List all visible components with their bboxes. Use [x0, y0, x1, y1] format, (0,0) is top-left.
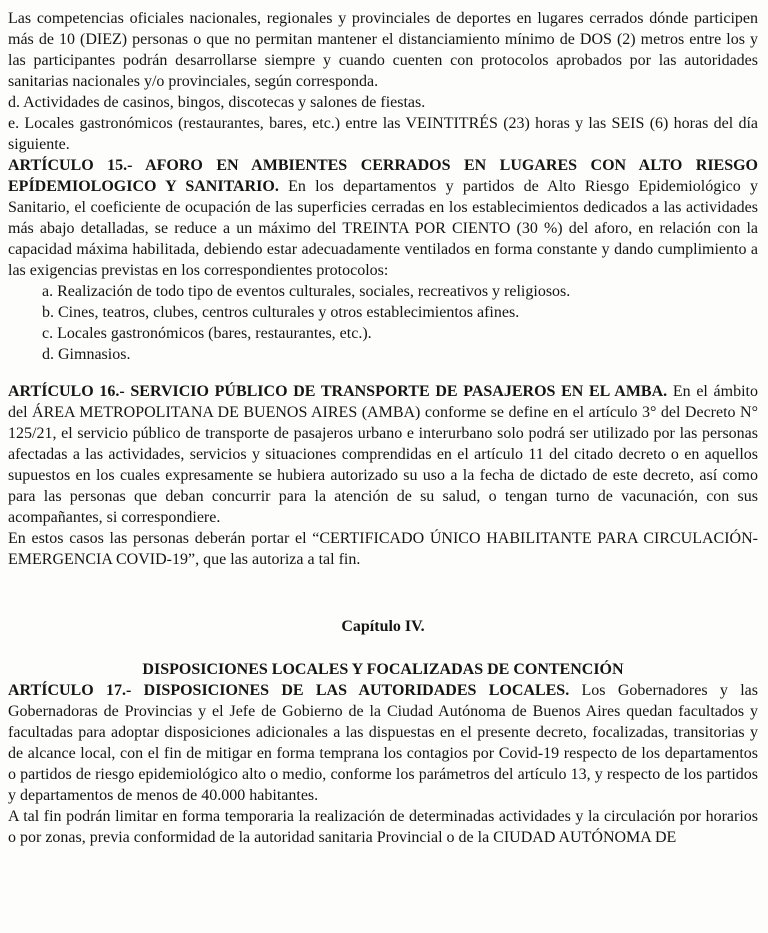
list-item-a-eventos: a. Realización de todo tipo de eventos culturales, sociales, recreativos y religiosos. [42, 283, 571, 300]
article-15-body: En los departamentos y partidos de Alto Riesgo Epidemiológico y Sanitario, el coeficiente de ocupación de las superficies cerradas en los establecimientos dedicados a las actividades más abajo detalladas, se reduce a un máximo del TREINTA POR CIENTO (30 %) del aforo, en relación con la capacidad máxima habilitada, debiendo estar adecuadamente ventilados en forma constante y dando cumplimiento a las exigencias previstas en los correspondientes protocolos: [8, 178, 758, 279]
list-item-c-locales: c. Locales gastronómicos (bares, restaurantes, etc.). [42, 325, 372, 342]
list-item-d-casinos: d. Actividades de casinos, bingos, discotecas y salones de fiestas. [8, 94, 426, 111]
chapter-heading: Capítulo IV. [341, 618, 425, 635]
chapter-subheading: DISPOSICIONES LOCALES Y FOCALIZADAS DE CONTENCIÓN [142, 661, 624, 678]
article-16-title: ARTÍCULO 16.- SERVICIO PÚBLICO DE TRANSPORTE DE PASAJEROS EN EL AMBA. [8, 383, 668, 400]
paragraph-competencias-deportivas: Las competencias oficiales nacionales, regionales y provinciales de deportes en lugares cerrados dónde participen más de 10 (DIEZ) personas o que no permitan mantener el distanciamiento mínimo de DOS (2) metros entre los y las participantes podrán desarrollarse siempre y cuando cuenten con protocolos aprobados por las autoridades sanitarias nacionales y/o provinciales, según corresponda. [8, 10, 758, 90]
article-15-title: ARTÍCULO 15.- AFORO EN AMBIENTES CERRADOS EN LUGARES CON ALTO RIESGO EPÍDEMIOLOGICO Y SANITARIO. [8, 157, 758, 195]
list-item-e-gastronomicos: e. Locales gastronómicos (restaurantes, bares, etc.) entre las VEINTITRÉS (23) horas y las SEIS (6) horas del día siguiente. [8, 115, 758, 153]
article-17-title: ARTÍCULO 17.- DISPOSICIONES DE LAS AUTORIDADES LOCALES. [8, 682, 570, 699]
article-17-paragraph [8, 680, 758, 806]
article-15-activity-list [42, 281, 758, 365]
paragraph-certificado-unico: En estos casos las personas deberán portar el “CERTIFICADO ÚNICO HABILITANTE PARA CIRCULACIÓN- EMERGENCIA COVID-19”, que las autoriza a tal fin. [8, 530, 758, 568]
article-15-paragraph [8, 155, 758, 281]
article-17-body: Los Gobernadores y las Gobernadoras de Provincias y el Jefe de Gobierno de la Ciudad Autónoma de Buenos Aires quedan facultados y facultadas para adoptar disposiciones adicionales a las dispuestas en el presente decreto, focalizadas, transitorias y de alcance local, con el fin de mitigar en forma temprana los contagios por Covid-19 respecto de los departamentos o partidos de riesgo epidemiológico alto o medio, conforme los parámetros del artículo 13, y respecto de los partidos y departamentos de menos de 40.000 habitantes. [8, 682, 759, 804]
article-16-body: En el ámbito del ÁREA METROPOLITANA DE BUENOS AIRES (AMBA) conforme se define en el artículo 3° del Decreto N° 125/21, el servicio público de transporte de pasajeros urbano e interurbano solo podrá ser utilizado por las personas afectadas a las actividades, servicios y situaciones comprendidas en el artículo 11 del citado decreto o en aquellos supuestos en los cuales expresamente se hubiera autorizado su uso a la fecha de dictado de este decreto, así como para las personas que deban concurrir para la atención de su salud, o tengan turno de vacunación, con sus acompañantes, si correspondiere. [8, 383, 758, 526]
article-16-paragraph [8, 381, 758, 528]
list-item-d-gimnasios: d. Gimnasios. [42, 346, 131, 363]
paragraph-limitaciones-finales: A tal fin podrán limitar en forma temporaria la realización de determinadas actividades y la circulación por horarios o por zonas, previa conformidad de la autoridad sanitaria Provincial o de la CIUDAD AUTÓNOMA DE [8, 808, 758, 846]
list-item-b-cines: b. Cines, teatros, clubes, centros culturales y otros establecimientos afines. [42, 304, 520, 321]
